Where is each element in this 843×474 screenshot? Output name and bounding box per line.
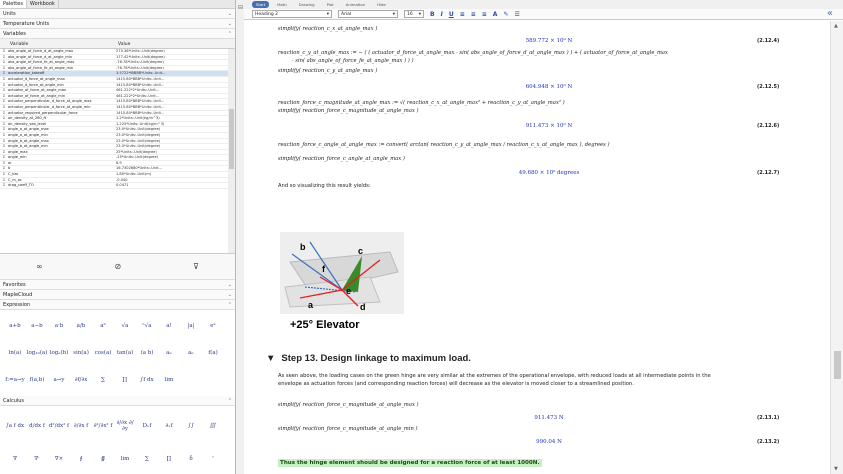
- variables-rows: [0, 49, 235, 189]
- math-output: 911.473 N: [534, 415, 564, 421]
- variable-value: 23.0*Units:-Unit(degree): [116, 132, 161, 137]
- variable-name: actuator_d_force_at_angle_min: [8, 82, 64, 87]
- palette-entry[interactable]: f:=a→y: [5, 377, 25, 384]
- column-value[interactable]: Value: [118, 42, 131, 47]
- conclusion-highlight[interactable]: Thus the hinge element should be designed for a reaction force of at least 1000N.: [280, 460, 540, 466]
- palette-entry[interactable]: Dₓf: [142, 423, 152, 429]
- variables-scrollbar[interactable]: [228, 49, 235, 254]
- palette-entry[interactable]: ∯: [100, 456, 106, 462]
- label-b: b: [300, 242, 306, 252]
- tab-animation[interactable]: Animation: [345, 2, 366, 7]
- chevron-down-icon: ⌄: [227, 291, 232, 298]
- variable-name: air_density_sea_level: [8, 121, 47, 126]
- palette-entry[interactable]: (a b): [140, 349, 154, 356]
- palette-entry[interactable]: ∇·: [34, 456, 40, 462]
- variable-value: 1.80*Units:-Unit(m): [116, 172, 152, 177]
- calculus-grid: [0, 406, 235, 474]
- variable-name: abs_angle_of_force_d_at_angle_max: [8, 49, 74, 53]
- variable-name: ar: [8, 160, 12, 165]
- palette-entry[interactable]: ∇: [13, 456, 17, 462]
- palette-entry[interactable]: ∂²/∂x² f: [93, 423, 113, 429]
- chevron-down-icon: ⌄: [227, 281, 232, 288]
- chevron-down-icon: ⌄: [227, 10, 232, 17]
- math-input[interactable]: simplify( reaction_force_c_magnitude_at_angle_max ): [278, 402, 419, 408]
- text-paragraph[interactable]: envelope as actuation forces (and corresponding reaction forces) will decrease as the elevator is moved closer to a streamlined position.: [278, 381, 634, 387]
- size-select[interactable]: [404, 10, 424, 18]
- palette-entry[interactable]: f(a): [208, 349, 218, 356]
- equation-label: (2.12.7): [757, 170, 780, 176]
- palette-entry[interactable]: log₁₀(a): [26, 349, 48, 356]
- elevator-diagram: [280, 232, 404, 332]
- palette-entry[interactable]: ∂/∂x ∂/∂y: [116, 420, 134, 432]
- temperature-units-label: Temperature Units: [3, 20, 50, 27]
- palette-entry[interactable]: ∫a f dx: [5, 423, 25, 429]
- variable-value: 8.9: [116, 160, 122, 165]
- chevron-up-icon: ⌃: [227, 397, 232, 404]
- chevron-up-icon: ⌃: [227, 301, 232, 308]
- variable-name: C_bar: [8, 172, 19, 177]
- variable-type-icon: Σ: [2, 127, 6, 132]
- variable-name: actuator_of_force_at_angle_max: [8, 88, 67, 93]
- elevator-diagram-svg: [280, 232, 404, 332]
- worksheet: [244, 21, 830, 474]
- palette-entry[interactable]: ': [212, 456, 214, 462]
- align-right-icon[interactable]: ≡: [481, 10, 487, 18]
- palette-entry[interactable]: a+b: [9, 322, 21, 329]
- variable-value: 23.0*Units:-Unit(degree): [116, 127, 161, 132]
- collapse-section-icon[interactable]: ▼: [266, 353, 276, 364]
- variables-table: [0, 39, 235, 254]
- tab-math[interactable]: Math: [277, 2, 287, 7]
- style-value: Heading 2: [255, 11, 279, 17]
- favorites-label: Favorites: [3, 281, 26, 288]
- expression-panel-header[interactable]: [0, 300, 235, 310]
- variable-value: 177.42*Units:-Unit(degree): [116, 54, 165, 59]
- left-palette-pane: [0, 0, 236, 474]
- diagram-caption: +25° Elevator: [290, 319, 360, 331]
- scroll-up-icon[interactable]: ▲: [834, 23, 838, 29]
- calculus-label: Calculus: [3, 397, 25, 404]
- variable-value: 270.36*Units:-Unit(degree): [116, 49, 165, 53]
- label-f: f: [322, 264, 325, 274]
- palette-entry[interactable]: eᵃ: [210, 322, 216, 329]
- palette-entry[interactable]: lim: [164, 377, 174, 384]
- variable-type-icon: Σ: [2, 93, 6, 98]
- palette-entry[interactable]: ∑: [101, 377, 105, 384]
- palette-entry[interactable]: |a|: [187, 322, 195, 329]
- chevron-down-icon: ⌄: [227, 20, 232, 27]
- pane-splitter[interactable]: [236, 0, 244, 474]
- variable-type-icon: Σ: [2, 138, 6, 143]
- size-value: 16: [407, 11, 413, 17]
- clear-icon[interactable]: ⊘: [114, 262, 122, 271]
- variable-name: angle_a_at_angle_max: [8, 127, 49, 132]
- left-tabs: [0, 0, 235, 9]
- variable-type-icon: Σ: [2, 110, 6, 115]
- variable-row[interactable]: [0, 183, 235, 189]
- variable-name: abs_angle_of_force_fe_at_angle_max: [8, 60, 75, 65]
- variable-name: b: [8, 166, 11, 171]
- expression-label: Expression: [3, 301, 31, 308]
- equation-label: (2.12.4): [757, 38, 780, 44]
- variable-value: 23.0*Units:-Unit(degree): [116, 138, 161, 143]
- palette-entry[interactable]: √a: [121, 322, 129, 329]
- palette-entry[interactable]: ∫∫: [188, 423, 194, 429]
- style-select[interactable]: [252, 10, 332, 18]
- variable-name: drag_coeff_TO: [8, 183, 34, 188]
- palette-entry[interactable]: logₐ(b): [49, 349, 69, 356]
- palette-entry[interactable]: ∇×: [54, 456, 64, 462]
- palette-entry[interactable]: ∂ₓf: [165, 423, 173, 429]
- palette-entry[interactable]: tan(a): [116, 349, 134, 356]
- variable-value: 3.5722*IBBBB*Units:-Unit...: [116, 71, 166, 76]
- label-c: c: [358, 246, 364, 256]
- math-output: 604.948 × 10⁰ N: [525, 84, 573, 90]
- variable-name: angle_a_at_angle_min: [8, 132, 48, 137]
- column-variable[interactable]: Variable: [10, 42, 29, 47]
- document-pane: [244, 0, 843, 474]
- expression-grid: [0, 310, 235, 396]
- palette-entry[interactable]: d/dx f: [29, 423, 45, 429]
- scroll-down-icon[interactable]: ▼: [834, 466, 838, 472]
- palette-entry[interactable]: ∏: [122, 377, 128, 384]
- units-panel-header[interactable]: [0, 9, 235, 19]
- tab-workbook[interactable]: Workbook: [27, 0, 59, 8]
- tab-palettes[interactable]: Palettes: [0, 0, 27, 8]
- collapse-ribbon-icon[interactable]: «: [826, 8, 833, 19]
- variable-type-icon: Σ: [2, 99, 6, 104]
- label-e: e: [346, 286, 352, 296]
- underline-icon[interactable]: U: [448, 10, 454, 18]
- variable-value: 1415.80*BBB*Units:-Unit...: [116, 99, 165, 104]
- variable-type-icon: Σ: [2, 49, 6, 53]
- palette-entry[interactable]: ∂/∂x f: [73, 423, 89, 429]
- palette-entry[interactable]: sin(a): [73, 349, 89, 356]
- variable-value: 1415.80*BBB*Units:-Unit...: [116, 104, 165, 109]
- palette-entry[interactable]: a!: [166, 322, 172, 329]
- palette-entry[interactable]: a/b: [76, 322, 86, 329]
- maplecloud-label: MapleCloud: [3, 291, 33, 298]
- tab-plot[interactable]: Plot: [326, 2, 334, 7]
- favorites-panel-header[interactable]: [0, 280, 235, 290]
- math-input[interactable]: · sin( abs_angle_of_force_fe_at_angle_max ) ) ): [292, 58, 414, 64]
- step-13-title: Step 13. Design linkage to maximum load.: [281, 353, 471, 364]
- variable-value: 461.222*2*Units:-Unit...: [116, 93, 160, 98]
- variable-type-icon: Σ: [2, 160, 6, 165]
- variable-name: actuator_required_perpendicular_force: [8, 110, 78, 115]
- variable-value: 1415.80*BBB*Units:-Unit...: [116, 110, 165, 115]
- variable-type-icon: Σ: [2, 155, 6, 160]
- variable-type-icon: Σ: [2, 183, 6, 188]
- palette-entry[interactable]: ∭: [209, 423, 217, 429]
- italic-icon[interactable]: I: [440, 10, 443, 18]
- palette-entry[interactable]: lim: [120, 456, 130, 462]
- math-input[interactable]: reaction_c_y_at_angle_max := − ( ( actuator_d_force_at_angle_max · sin( abs_angle_of_force_d_at_angle_max ) ) + ( actuator_of_force_at_angle_max: [278, 50, 668, 56]
- maplecloud-panel-header[interactable]: [0, 290, 235, 300]
- variable-type-icon: Σ: [2, 144, 6, 149]
- variable-value: 0.0471: [116, 183, 129, 188]
- palette-entry[interactable]: ∏: [166, 456, 172, 462]
- variable-name: actuator_d_force_at_angle_max: [8, 76, 65, 81]
- font-select[interactable]: [338, 10, 398, 18]
- filter-icon[interactable]: ⊽: [193, 262, 200, 271]
- variables-toolbar: [0, 254, 235, 280]
- variable-value: 25*Units:-Unit(degree): [116, 149, 157, 154]
- palette-entry[interactable]: ∮: [79, 456, 83, 462]
- variable-name: actuator_perpendicular_d_force_at_angle_max: [8, 99, 92, 104]
- label-a: a: [308, 300, 314, 310]
- equation-label: (2.12.6): [757, 123, 780, 129]
- expression-palette: [0, 310, 235, 396]
- variable-value: 16.7302680*Units:-Unit...: [116, 166, 162, 171]
- document-scrollbar[interactable]: [830, 21, 843, 474]
- palette-entry[interactable]: a−b: [31, 322, 43, 329]
- variable-type-icon: Σ: [2, 121, 6, 126]
- variables-table-header: [0, 39, 235, 49]
- variable-name: angle_max: [8, 149, 28, 154]
- variable-type-icon: Σ: [2, 177, 6, 182]
- variable-value: 1415.80*BBB*Units:-Unit...: [116, 76, 165, 81]
- equation-label: (2.13.2): [757, 439, 780, 445]
- variable-value: 1.2*Units:-Unit(kg/m^3): [116, 116, 160, 121]
- variable-type-icon: Σ: [2, 54, 6, 59]
- palette-entry[interactable]: ln(a): [8, 349, 22, 356]
- math-output: 990.04 N: [536, 439, 562, 445]
- math-input[interactable]: simplify( reaction_c_x_at_angle_max ): [278, 26, 378, 32]
- variable-value: -76.78*Units:-Unit(degree): [116, 60, 164, 65]
- variable-value: 1415.80*BBB*Units:-Unit...: [116, 82, 165, 87]
- variable-type-icon: Σ: [2, 132, 6, 137]
- variable-value: 23.0*Units:-Unit(degree): [116, 144, 161, 149]
- tab-start[interactable]: Start: [252, 1, 269, 8]
- palette-entry[interactable]: ∑: [145, 456, 149, 462]
- variables-scroll-thumb[interactable]: [229, 109, 234, 169]
- palette-entry[interactable]: d²/dx² f: [48, 423, 70, 429]
- highlight-icon[interactable]: ✎: [503, 10, 509, 18]
- variable-value: -76.78*Units:-Unit(degree): [116, 65, 164, 70]
- text-color-icon[interactable]: A: [492, 10, 498, 18]
- variable-type-icon: Σ: [2, 82, 6, 87]
- variable-name: angle_b_at_angle_max: [8, 138, 49, 143]
- palette-entry[interactable]: aₙ: [188, 349, 194, 356]
- variable-name: actuator_of_force_at_angle_min: [8, 93, 66, 98]
- section-heading[interactable]: [266, 353, 471, 364]
- link-icon[interactable]: ∞: [35, 262, 43, 271]
- calculus-panel-header[interactable]: [0, 396, 235, 406]
- variable-type-icon: Σ: [2, 65, 6, 70]
- format-toolbar: [244, 9, 843, 20]
- variable-type-icon: Σ: [2, 88, 6, 93]
- variable-name: angle_b_at_angle_min: [8, 144, 48, 149]
- variable-name: abs_angle_of_force_d_at_angle_min: [8, 54, 73, 59]
- palette-entry[interactable]: cos(a): [94, 349, 112, 356]
- math-output: 911.473 × 10⁰ N: [525, 123, 573, 129]
- variable-name: air_density_at_260_ft: [8, 116, 47, 121]
- variables-panel-header[interactable]: [0, 29, 235, 39]
- label-d: d: [360, 302, 366, 312]
- variable-type-icon: Σ: [2, 166, 6, 171]
- bold-icon[interactable]: B: [430, 10, 435, 18]
- palette-entry[interactable]: ⁿ√a: [142, 322, 152, 329]
- font-value: Arial: [341, 11, 352, 17]
- temperature-units-panel-header[interactable]: [0, 19, 235, 29]
- math-input[interactable]: simplify( reaction_c_y_at_angle_max ): [278, 68, 378, 74]
- chevron-down-icon: ▾: [418, 11, 421, 17]
- chevron-down-icon: ▾: [326, 11, 329, 17]
- palette-entry[interactable]: ∫f dx: [140, 377, 154, 384]
- equation-label: (2.13.1): [757, 415, 780, 421]
- context-tabs: [244, 0, 843, 9]
- variable-value: 1.225*Units:-Unit(kg/m^3): [116, 121, 165, 126]
- align-center-icon[interactable]: ≡: [470, 10, 476, 18]
- palette-entry[interactable]: δ: [189, 456, 193, 462]
- palette-entry[interactable]: a·b: [54, 322, 64, 329]
- chevron-up-icon: ⌃: [227, 30, 232, 37]
- palette-entry[interactable]: aᵇ: [100, 322, 106, 329]
- math-input[interactable]: simplify( reaction_force_c_angle_at_angle_max ): [278, 156, 405, 162]
- variable-name: angle_min: [8, 155, 27, 160]
- variable-type-icon: Σ: [2, 116, 6, 121]
- variable-name: abs_angle_of_force_fe_at_angle_min: [8, 65, 74, 70]
- math-input[interactable]: reaction_force_c_angle_at_angle_max := convert( arctan( reaction_c_y_at_angle_max / reaction_c_x_at_angle_max ), degrees ): [278, 142, 610, 148]
- math-input[interactable]: reaction_force_c_magnitude_at_angle_max := √( reaction_c_x_at_angle_max² + reaction_c_y_at_angle_max² ): [278, 100, 565, 106]
- palette-entry[interactable]: aₙ: [166, 349, 172, 356]
- variables-label: Variables: [3, 30, 26, 37]
- tab-hide[interactable]: Hide: [377, 2, 386, 7]
- variable-type-icon: Σ: [2, 60, 6, 65]
- variable-value: 461.222*2*Units:-Unit...: [116, 88, 160, 93]
- text-paragraph[interactable]: As seen above, the loading cases on the green hinge are very similar at the extremes of the operational envelope, with reduced loads at all intermediate points in the: [278, 373, 711, 379]
- variable-type-icon: Σ: [2, 71, 6, 76]
- chevron-down-icon: ▾: [392, 11, 395, 17]
- math-input[interactable]: simplify( reaction_force_c_magnitude_at_angle_max ): [278, 108, 419, 114]
- variable-type-icon: Σ: [2, 149, 6, 154]
- variable-type-icon: Σ: [2, 76, 6, 81]
- variable-type-icon: Σ: [2, 172, 6, 177]
- palette-entry[interactable]: f(a,b): [29, 377, 45, 384]
- align-left-icon[interactable]: ≡: [459, 10, 465, 18]
- bullets-icon[interactable]: ☰: [514, 10, 520, 18]
- variable-value: -25*Units:-Unit(degree): [116, 155, 159, 160]
- variable-name: actuator_perpendicular_d_force_at_angle_min: [8, 104, 91, 109]
- tab-drawing[interactable]: Drawing: [298, 2, 315, 7]
- units-label: Units: [3, 10, 16, 17]
- variable-name: C_m_ac: [8, 177, 22, 182]
- equation-label: (2.12.5): [757, 84, 780, 90]
- text-paragraph[interactable]: And so visualizing this result yields:: [278, 183, 371, 189]
- document-scroll-thumb[interactable]: [834, 351, 841, 379]
- variable-value: -0.040: [116, 177, 128, 182]
- variable-type-icon: Σ: [2, 104, 6, 109]
- palette-entry[interactable]: a→y: [53, 377, 65, 384]
- math-output: 589.772 × 10⁰ N: [525, 38, 573, 44]
- math-input[interactable]: simplify( reaction_force_c_magnitude_at_angle_min ): [278, 426, 418, 432]
- math-output: 49.680 × 10⁰ degrees: [518, 170, 580, 176]
- palette-entry[interactable]: ∂f/∂x: [74, 377, 88, 384]
- variable-name: acceleration_takeoff: [8, 71, 45, 76]
- collapse-left-icon[interactable]: ⊟: [238, 4, 244, 11]
